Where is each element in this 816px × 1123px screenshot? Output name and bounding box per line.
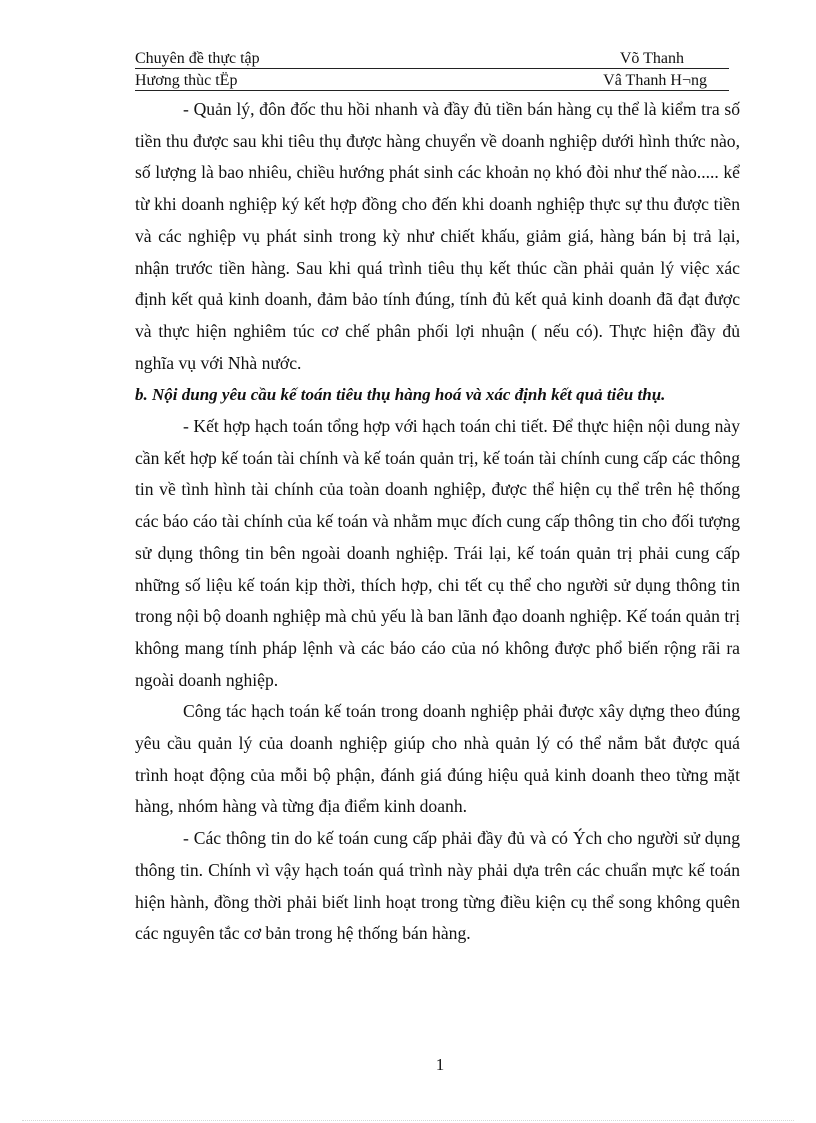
running-header-line-2	[135, 72, 729, 91]
page-number: 1	[435, 1055, 445, 1074]
paragraph-accounting-organization: Công tác hạch toán kế toán trong doanh nghiệp phải được xây dựng theo đúng yêu cầu quản lý của doanh nghiệp giúp cho nhà quản lý có thể nắm bắt được quá trình hoạt động của mỗi bộ phận, đánh giá đúng hiệu quả kinh doanh theo từng mặt hàng, nhóm hàng và từng địa điểm kinh doanh.	[135, 701, 740, 817]
header-author-name: Võ Thanh	[619, 50, 684, 67]
header-author-name-encoded: Vâ Thanh H¬ng	[603, 72, 707, 89]
running-header-line-1	[135, 50, 729, 69]
paragraph-combined-accounting: - Kết hợp hạch toán tổng hợp với hạch toán chi tiết. Để thực hiện nội dung này cần kết hợp kế toán tài chính và kế toán quản trị, kế toán tài chính cung cấp các thông tin về tình hình tài chính của toàn doanh nghiệp, được thể hiện cụ thể trên hệ thống các báo cáo tài chính của kế toán và nhằm mục đích cung cấp thông tin cho đối tượng sử dụng thông tin bên ngoài doanh nghiệp. Trái lại, kế toán quản trị phải cung cấp những số liệu kế toán kịp thời, thích hợp, chi tết cụ thể cho người sử dụng thông tin trong nội bộ doanh nghiệp mà chủ yếu là ban lãnh đạo doanh nghiệp. Kế toán quản trị không mang tính pháp lệnh và các báo cáo của nó không được phổ biến rộng rãi ra ngoài doanh nghiệp.	[135, 416, 740, 690]
section-heading-b: b. Nội dung yêu cầu kế toán tiêu thụ hàng hoá và xác định kết quả tiêu thụ.	[135, 385, 666, 405]
page-bottom-divider	[22, 1120, 794, 1121]
paragraph-information-requirements: - Các thông tin do kế toán cung cấp phải đầy đủ và có Ých cho người sử dụng thông tin. Chính vì vậy hạch toán quá trình này phải dựa trên các chuẩn mực kế toán hiện hành, đồng thời phải biết linh hoạt trong từng điều kiện cụ thể song không quên các nguyên tắc cơ bản trong hệ thống bán hàng.	[135, 828, 740, 944]
header-document-type: Chuyên đề thực tập	[135, 50, 260, 67]
header-document-type-encoded: Hương thùc tËp	[135, 72, 238, 89]
page-body	[135, 94, 740, 950]
paragraph-management-duties: - Quản lý, đôn đốc thu hồi nhanh và đầy đủ tiền bán hàng cụ thể là kiểm tra số tiền thu được sau khi tiêu thụ được hàng chuyển về doanh nghiệp dưới hình thức nào, số lượng là bao nhiêu, chiều hướng phát sinh các khoản nọ khó đòi như thế nào..... kể từ khi doanh nghiệp ký kết hợp đồng cho đến khi doanh nghiệp thực sự thu được tiền và các nghiệp vụ phát sinh trong kỳ như chiết khấu, giảm giá, hàng bán bị trả lại, nhận trước tiền hàng. Sau khi quá trình tiêu thụ kết thúc cần phải quản lý việc xác định kết quả kinh doanh, đảm bảo tính đúng, tính đủ kết quả kinh doanh đã đạt được và thực hiện nghiêm túc cơ chế phân phối lợi nhuận ( nếu có). Thực hiện đầy đủ nghĩa vụ với Nhà nước.	[135, 99, 740, 373]
